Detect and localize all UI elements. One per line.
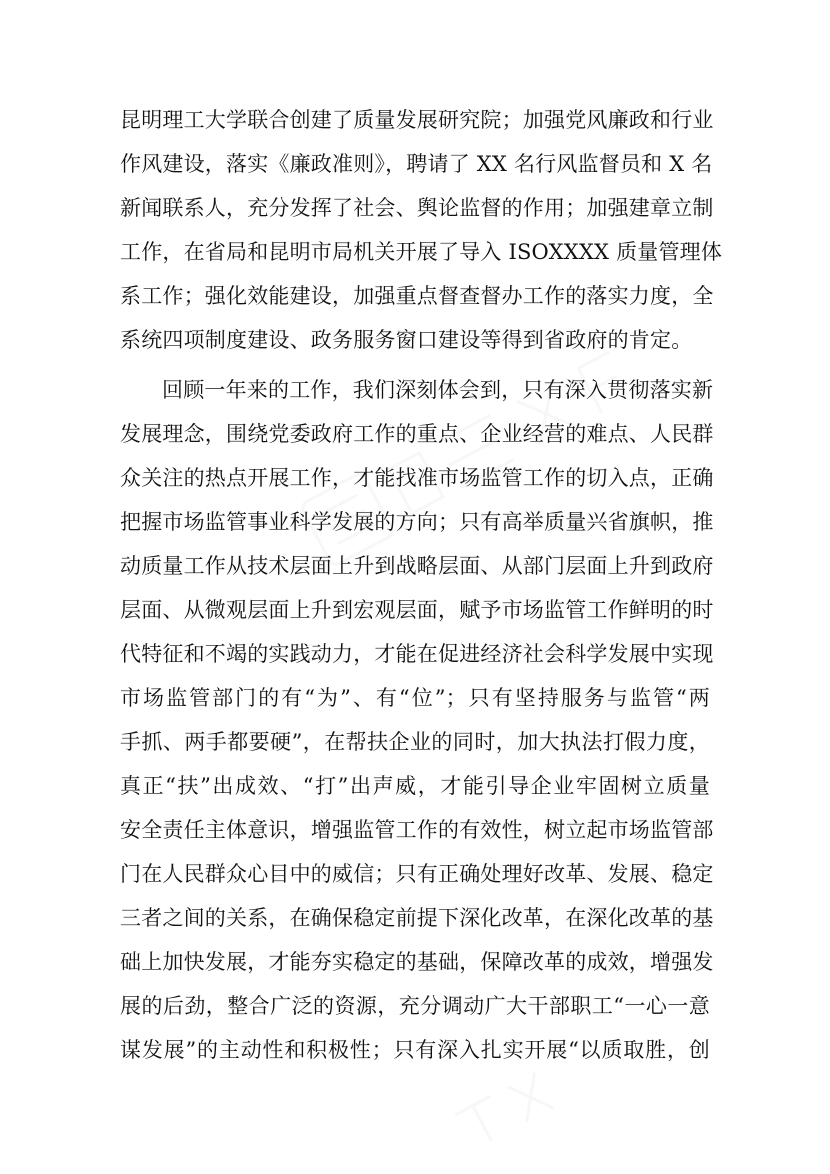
paragraph-2 [120, 368, 714, 1072]
text-line: 安全责任主体意识，增强监管工作的有效性，树立起市场监管部 [120, 818, 714, 842]
document-body [120, 98, 723, 1072]
text-line: 三者之间的关系，在确保稳定前提下深化改革，在深化改革的基 [120, 906, 714, 930]
text-line: 础上加快发展，才能夯实稳定的基础，保障改革的成效，增强发 [120, 950, 714, 974]
text-line: 展的后劲，整合广泛的资源，充分调动广大干部职工“一心一意 [120, 994, 710, 1018]
text-line: 市场监管部门的有“为”、有“位”；只有坚持服务与监管“两 [120, 686, 710, 710]
text-line: 工作，在省局和昆明市局机关开展了导入 ISOXXXX 质量管理体 [120, 240, 723, 264]
text-line: 代特征和不竭的实践动力，才能在促进经济社会科学发展中实现 [120, 642, 714, 666]
text-line: 新闻联系人，充分发挥了社会、舆论监督的作用；加强建章立制 [120, 196, 714, 220]
text-line: 动质量工作从技术层面上升到战略层面、从部门层面上升到政府 [120, 554, 714, 578]
text-line: 把握市场监管事业科学发展的方向；只有高举质量兴省旗帜，推 [120, 510, 714, 534]
text-line: 系工作；强化效能建设，加强重点督查督办工作的落实力度，全 [120, 284, 714, 308]
watermark-mark [455, 1073, 553, 1151]
text-line: 作风建设，落实《廉政准则》，聘请了 XX 名行风监督员和 X 名 [120, 152, 713, 176]
text-line: 谋发展”的主动性和积极性；只有深入扎实开展“以质取胜，创 [120, 1038, 710, 1062]
text-line: 发展理念，围绕党委政府工作的重点、企业经营的难点、人民群 [120, 422, 714, 446]
text-line: 层面、从微观层面上升到宏观层面，赋予市场监管工作鲜明的时 [120, 598, 714, 622]
text-line: 手抓、两手都要硬”，在帮扶企业的同时，加大执法打假力度， [120, 730, 710, 754]
paragraph-1 [120, 98, 723, 362]
text-line: 回顾一年来的工作，我们深刻体会到，只有深入贯彻落实新 [162, 378, 714, 402]
text-line: 昆明理工大学联合创建了质量发展研究院；加强党风廉政和行业 [120, 108, 714, 132]
text-line: 系统四项制度建设、政务服务窗口建设等得到省政府的肯定。 [120, 328, 693, 352]
text-line: 门在人民群众心目中的威信；只有正确处理好改革、发展、稳定 [120, 862, 714, 886]
text-line: 众关注的热点开展工作，才能找准市场监管工作的切入点，正确 [120, 466, 714, 490]
text-line: 真正“扶”出成效、“打”出声威，才能引导企业牢固树立质量 [120, 774, 710, 798]
